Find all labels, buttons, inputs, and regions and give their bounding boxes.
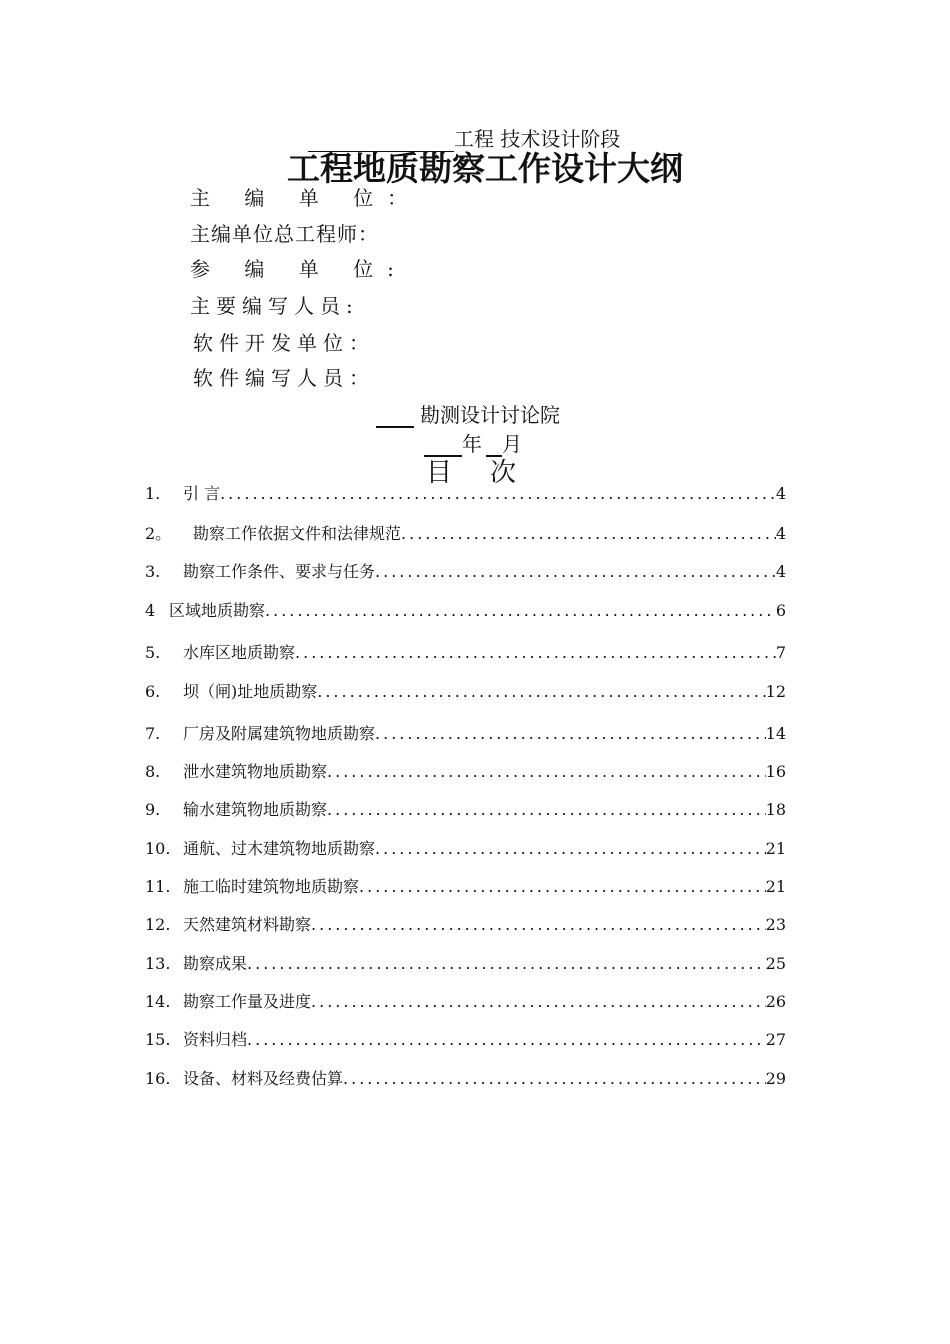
month-label: 月 (502, 432, 522, 456)
toc-title: 目次 (426, 458, 555, 488)
toc-entry-page: 21 (765, 839, 786, 858)
toc-entry-page: 27 (765, 1030, 786, 1049)
institute-name: 勘测设计讨论院 (420, 403, 560, 427)
toc-leader-dots (265, 601, 776, 620)
toc-entry-label: 通航、过木建筑物地质勘察 (183, 839, 376, 858)
toc-entry-number: 3. (145, 562, 161, 581)
toc-entry-label: 输水建筑物地质勘察 (183, 800, 328, 819)
toc-entry-number: 5. (145, 643, 161, 662)
toc-entry[interactable] (145, 598, 786, 624)
toc-leader-dots (327, 800, 766, 819)
toc-entry[interactable] (145, 759, 786, 785)
toc-leader-dots (295, 643, 776, 662)
toc-entry-label: 施工临时建筑物地质勘察 (183, 877, 360, 896)
toc-entry[interactable] (145, 1027, 786, 1053)
toc-entry-number: 1. (145, 484, 161, 503)
toc-entry-number: 2。 (145, 524, 172, 543)
toc-entry-label: 勘察工作条件、要求与任务 (183, 562, 376, 581)
toc-entry-label: 勘察成果 (183, 954, 248, 973)
toc-entry-page: 4 (775, 562, 786, 581)
toc-leader-dots (220, 484, 776, 503)
toc-leader-dots (375, 562, 776, 581)
info-participating-unit: 参 编 单 位: (190, 257, 408, 281)
toc-entry[interactable] (145, 797, 786, 823)
toc-leader-dots (375, 839, 766, 858)
toc-entry-page: 26 (765, 992, 786, 1011)
toc-entry-page: 29 (765, 1069, 786, 1088)
toc-leader-dots (317, 682, 765, 701)
toc-entry-page: 21 (765, 877, 786, 896)
toc-entry-label: 资料归档 (183, 1030, 248, 1049)
toc-entry[interactable] (145, 640, 786, 666)
toc-entry[interactable] (145, 912, 786, 938)
toc-entry-number: 4 (145, 601, 156, 620)
toc-entry[interactable] (145, 989, 786, 1015)
toc-leader-dots (401, 524, 776, 543)
info-chief-engineer: 主编单位总工程师： (190, 222, 379, 246)
toc-entry-number: 9. (145, 800, 161, 819)
toc-entry-page: 25 (765, 954, 786, 973)
toc-entry-page: 4 (775, 524, 786, 543)
institute-line (376, 399, 560, 428)
toc-entry[interactable] (145, 951, 786, 977)
toc-entry-page: 23 (765, 915, 786, 934)
toc-entry-number: 6. (145, 682, 161, 701)
toc-entry-page: 16 (765, 762, 786, 781)
toc-entry[interactable] (145, 874, 786, 900)
toc-entry-number: 10. (145, 839, 171, 858)
toc-entry-label: 勘察工作依据文件和法律规范 (193, 524, 402, 543)
toc-entry-page: 18 (765, 800, 786, 819)
toc-entry-number: 16. (145, 1069, 171, 1088)
toc-entry-label: 设备、材料及经费估算 (183, 1069, 344, 1088)
toc-entry-number: 12. (145, 915, 171, 934)
toc-entry-label: 水库区地质勘察 (183, 643, 296, 662)
toc-entry-number: 13. (145, 954, 171, 973)
info-software-developer: 软件开发单位： (193, 331, 375, 355)
toc-entry-label: 区域地质勘察 (169, 601, 266, 620)
toc-entry-label: 厂房及附属建筑物地质勘察 (183, 724, 376, 743)
toc-leader-dots (311, 992, 766, 1011)
toc-entry-label: 坝（闸)址地质勘察 (183, 682, 318, 701)
info-chief-editor-unit: 主 编 单 位： (190, 186, 422, 210)
toc-entry-number: 7. (145, 724, 161, 743)
toc-entry-label: 引 言 (183, 484, 221, 503)
toc-entry-number: 11. (145, 877, 171, 896)
toc-entry-page: 6 (775, 601, 786, 620)
toc-entry-label: 天然建筑材料勘察 (183, 915, 312, 934)
document-title: 工程地质勘察工作设计大纲 (287, 149, 683, 188)
info-software-writers: 软件编写人员： (193, 366, 375, 390)
toc-leader-dots (359, 877, 766, 896)
toc-entry-number: 15. (145, 1030, 171, 1049)
toc-entry[interactable] (145, 836, 786, 862)
toc-entry[interactable] (145, 521, 786, 547)
toc-entry-number: 14. (145, 992, 171, 1011)
toc-leader-dots (247, 954, 766, 973)
toc-entry-page: 14 (765, 724, 786, 743)
toc-leader-dots (327, 762, 766, 781)
toc-leader-dots (343, 1069, 766, 1088)
toc-entry[interactable] (145, 679, 786, 705)
toc-entry-label: 勘察工作量及进度 (183, 992, 312, 1011)
toc-entry-page: 4 (775, 484, 786, 503)
toc-leader-dots (311, 915, 766, 934)
toc-leader-dots (247, 1030, 766, 1049)
toc-entry[interactable] (145, 1066, 786, 1092)
toc-entry-label: 泄水建筑物地质勘察 (183, 762, 328, 781)
toc-entry[interactable] (145, 481, 786, 507)
institute-name-blank (376, 407, 414, 428)
toc-entry-number: 8. (145, 762, 161, 781)
toc-leader-dots (375, 724, 766, 743)
toc-entry-page: 12 (765, 682, 786, 701)
subtitle-text: 工程 技术设计阶段 (454, 127, 621, 151)
toc-entry[interactable] (145, 721, 786, 747)
toc-entry[interactable] (145, 559, 786, 585)
year-label: 年 (462, 432, 482, 456)
toc-entry-page: 7 (775, 643, 786, 662)
info-main-writers: 主要编写人员: (190, 294, 359, 318)
